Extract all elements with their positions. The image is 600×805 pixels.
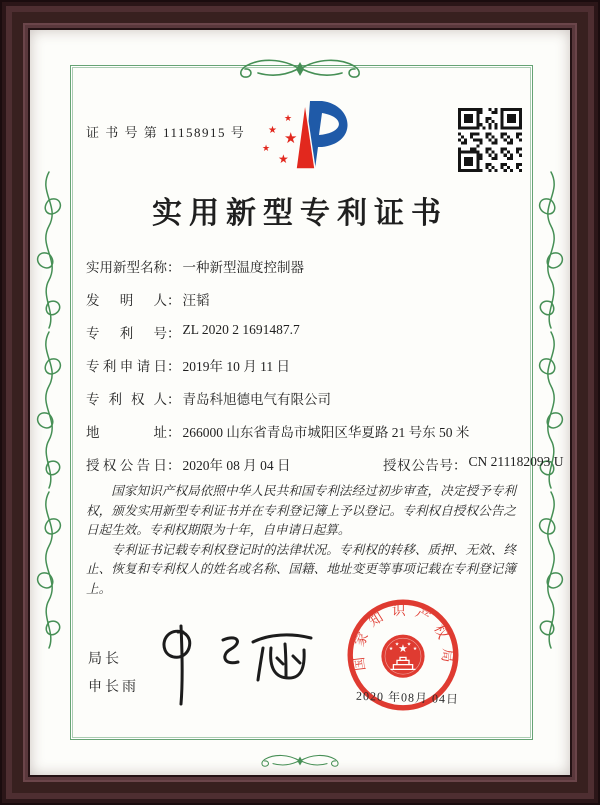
field-label: 地址: [86, 425, 167, 440]
field-row-patentee: 专利权人： 青岛科旭德电气有限公司: [86, 388, 536, 408]
field-row-patent-no: 专利号： ZL 2020 2 1691487.7: [86, 322, 300, 341]
svg-text:★: ★: [278, 152, 289, 166]
field-value: 2020年 08 月 04 日: [182, 458, 291, 473]
field-row-address: 地址： 266000 山东省青岛市城阳区华夏路 21 号东 50 米: [86, 421, 536, 441]
field-value: 青岛科旭德电气有限公司: [182, 392, 331, 407]
field-value: 一种新型温度控制器: [182, 260, 304, 275]
svg-text:★: ★: [406, 642, 412, 648]
field-label: 专利权人: [86, 392, 167, 407]
certificate-number: 证 书 号 第 11158915 号: [86, 125, 246, 140]
seal-emblem: [381, 635, 424, 678]
legal-text: [86, 482, 516, 599]
field-label: 实用新型名称: [86, 260, 167, 275]
signer-title: 局长: [88, 652, 122, 667]
field-row-filing-date: 专利申请日： 2019年 10 月 11 日: [86, 355, 536, 375]
signer-name: 申长雨: [88, 680, 139, 695]
certificate-paper: [30, 30, 570, 775]
seal-date: 2020 年08月 04日: [355, 688, 460, 707]
field-row-name: 实用新型名称： 一种新型温度控制器: [86, 256, 536, 276]
field-label: 发明人: [86, 293, 167, 308]
top-flourish-ornament: [230, 54, 370, 84]
left-vine-ornament: [34, 170, 64, 650]
logo-stars: [262, 114, 297, 166]
field-label: 授权公告号: [383, 458, 453, 473]
svg-text:★: ★: [268, 125, 277, 136]
svg-text:★: ★: [262, 144, 271, 154]
certificate-title: 实用新型专利证书: [152, 197, 448, 230]
field-list: [86, 256, 564, 487]
svg-text:★: ★: [398, 642, 408, 655]
right-vine-ornament: [536, 170, 566, 650]
signature-handwriting: [145, 618, 320, 713]
bottom-flourish-ornament: [255, 751, 345, 771]
field-value: ZL 2020 2 1691487.7: [182, 322, 300, 337]
field-value: 2019年 10 月 11 日: [182, 359, 290, 374]
field-row-inventor: 发明人： 汪韬: [86, 289, 536, 309]
svg-text:★: ★: [394, 642, 400, 648]
svg-text:★: ★: [388, 647, 394, 653]
field-label: 专利申请日: [86, 359, 167, 374]
field-row-grant: 授权公告日： 2020年 08 月 04 日 授权公告号： CN 211182093 U: [86, 454, 564, 473]
field-value: 266000 山东省青岛市城阳区华夏路 21 号东 50 米: [182, 425, 470, 440]
field-grant-no: 授权公告号： CN 211182093 U: [383, 454, 564, 473]
field-value: 汪韬: [182, 293, 210, 308]
svg-text:★: ★: [284, 129, 298, 147]
svg-text:★: ★: [412, 647, 418, 653]
cnipa-logo: [260, 96, 360, 174]
legal-paragraph-1: 国家知识产权局依照中华人民共和国专利法经过初步审查，决定授予专利权，颁发实用新型专利证书并在专利登记簿上予以登记。专利权自授权公告之日起生效。专利权期限为十年，自申请日起算。: [86, 484, 516, 538]
signatory-block: [88, 646, 139, 702]
svg-text:★: ★: [284, 114, 293, 124]
qr-code: [458, 108, 522, 172]
seal-ring-text: 国家知识产权局: [350, 603, 456, 672]
legal-paragraph-2: 专利证书记载专利权登记时的法律状况。专利权的转移、质押、无效、终止、恢复和专利权人的姓名或名称、国籍、地址变更等事项记载在专利登记簿上。: [86, 542, 516, 596]
field-label: 授权公告日: [86, 458, 167, 473]
field-label: 专利号: [86, 326, 167, 341]
field-value: CN 211182093 U: [468, 454, 564, 469]
